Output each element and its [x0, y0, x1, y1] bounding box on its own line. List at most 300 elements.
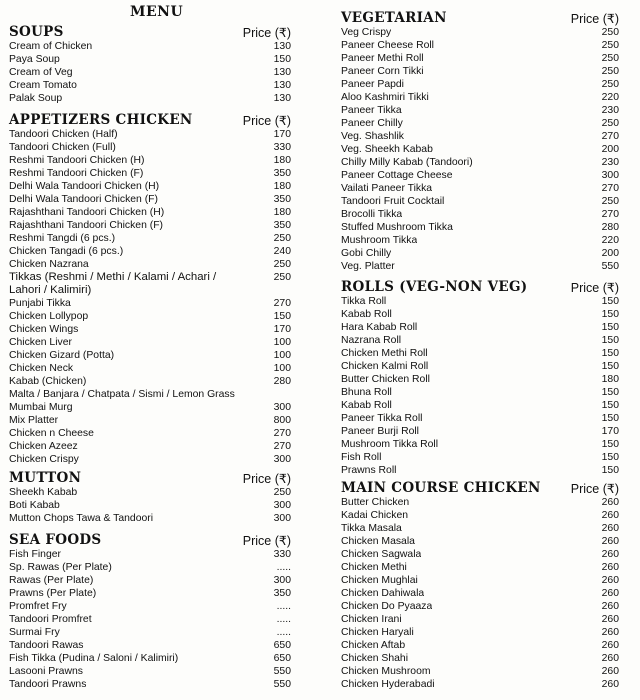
- menu-item-name: Chicken Azeez: [9, 441, 78, 452]
- menu-item: [9, 665, 291, 678]
- menu-item-name: Surmai Fry: [9, 627, 60, 638]
- menu-item-name: Rajashthani Tandoori Chicken (F): [9, 220, 164, 231]
- section-header: [9, 466, 291, 486]
- menu-item-name: Aloo Kashmiri Tikki: [341, 92, 429, 103]
- menu-item-name: Chicken Hyderabadi: [341, 679, 435, 690]
- menu-item: [341, 509, 619, 522]
- menu-item-name: Reshmi Tandoori Chicken (F): [9, 168, 144, 179]
- menu-item-price: 260: [601, 562, 619, 573]
- menu-item: [9, 512, 291, 525]
- menu-item: [341, 260, 619, 273]
- menu-item: [341, 295, 619, 308]
- menu-item: [9, 453, 291, 466]
- menu-item-name: Hara Kabab Roll: [341, 322, 418, 333]
- menu-item: [341, 26, 619, 39]
- menu-item-name: Chicken Tangadi (6 pcs.): [9, 246, 124, 257]
- menu-item-price: 250: [601, 66, 619, 77]
- menu-item: [9, 587, 291, 600]
- menu-item-name: Veg. Platter: [341, 261, 395, 272]
- menu-item: [9, 297, 291, 310]
- menu-item-name: Tandoori Chicken (Full): [9, 142, 116, 153]
- menu-item: [9, 639, 291, 652]
- menu-item-price: 170: [601, 426, 619, 437]
- menu-item-price: 350: [273, 168, 291, 179]
- menu-item-price: 250: [601, 79, 619, 90]
- menu-item-price: 180: [273, 155, 291, 166]
- menu-item-name: Chicken Dahiwala: [341, 588, 425, 599]
- menu-item: [9, 180, 291, 193]
- menu-item-name: Tandoori Promfret: [9, 614, 92, 625]
- menu-item-name: Boti Kabab: [9, 500, 60, 511]
- menu-item-name: Chilly Milly Kabab (Tandoori): [341, 157, 473, 168]
- menu-item-name: Rajashthani Tandoori Chicken (H): [9, 207, 165, 218]
- menu-item-price: 230: [601, 105, 619, 116]
- menu-item-name: Chicken Neck: [9, 363, 74, 374]
- menu-item: [9, 40, 291, 53]
- menu-item-name: Gobi Chilly: [341, 248, 392, 259]
- section-mutton: [9, 466, 291, 525]
- menu-item: [9, 66, 291, 79]
- menu-item: [341, 574, 619, 587]
- menu-item-name: Fish Finger: [9, 549, 61, 560]
- menu-item-name: Chicken Shahi: [341, 653, 409, 664]
- menu-item-price: 150: [601, 309, 619, 320]
- menu-item-price: 220: [601, 235, 619, 246]
- menu-item-price: 270: [601, 183, 619, 194]
- section-main-course-chicken: [341, 476, 619, 691]
- price-column-header: Price (₹): [570, 12, 619, 26]
- menu-item: [9, 336, 291, 349]
- menu-item: [341, 221, 619, 234]
- menu-item: [341, 143, 619, 156]
- menu-item-price: 260: [601, 679, 619, 690]
- section-header: [9, 20, 291, 40]
- menu-item-name: Cream of Veg: [9, 67, 73, 78]
- menu-item: [9, 362, 291, 375]
- menu-item-name: Chicken Liver: [9, 337, 72, 348]
- menu-item-name: Chicken n Cheese: [9, 428, 94, 439]
- menu-item: [341, 234, 619, 247]
- menu-item: [9, 652, 291, 665]
- menu-item: [9, 323, 291, 336]
- menu-item: [9, 92, 291, 105]
- menu-item-name: Chicken Sagwala: [341, 549, 422, 560]
- menu-item: [341, 548, 619, 561]
- section-vegetarian: [341, 6, 619, 273]
- price-column-header: Price (₹): [242, 26, 291, 40]
- menu-item-price: 260: [601, 497, 619, 508]
- menu-item-price: 550: [273, 679, 291, 690]
- menu-item: [341, 678, 619, 691]
- menu-item-name: Tikka Roll: [341, 296, 387, 307]
- menu-item-price: 250: [273, 272, 291, 283]
- menu-item-price: 350: [273, 588, 291, 599]
- menu-item: [341, 652, 619, 665]
- menu-item: [341, 78, 619, 91]
- menu-item: [341, 522, 619, 535]
- menu-item-name: Cream Tomato: [9, 80, 77, 91]
- menu-item-price: 270: [273, 428, 291, 439]
- menu-item: [9, 167, 291, 180]
- menu-item-price: 150: [601, 296, 619, 307]
- menu-item: [9, 349, 291, 362]
- menu-item: [9, 271, 291, 297]
- menu-item-name: Paneer Papdi: [341, 79, 404, 90]
- menu-title: MENU: [130, 4, 184, 20]
- menu-item: [341, 399, 619, 412]
- menu-item-price: 150: [601, 361, 619, 372]
- menu-item-price: 220: [601, 92, 619, 103]
- menu-item-price: 150: [601, 400, 619, 411]
- menu-item-price: 100: [273, 363, 291, 374]
- menu-item: [341, 182, 619, 195]
- menu-item: [9, 206, 291, 219]
- menu-item-name: Chicken Wings: [9, 324, 79, 335]
- menu-item: [341, 386, 619, 399]
- menu-item-price: 100: [273, 337, 291, 348]
- menu-item: [341, 208, 619, 221]
- menu-item-price: 200: [601, 248, 619, 259]
- menu-item-name: Kabab (Chicken): [9, 376, 87, 387]
- menu-item-price: 330: [273, 142, 291, 153]
- menu-item-price: 180: [601, 374, 619, 385]
- menu-item-price: 250: [601, 27, 619, 38]
- menu-item: [341, 39, 619, 52]
- section-title: MAIN COURSE CHICKEN: [341, 480, 541, 496]
- menu-item: [341, 412, 619, 425]
- menu-item-name: Fish Roll: [341, 452, 382, 463]
- menu-item-name: Delhi Wala Tandoori Chicken (H): [9, 181, 160, 192]
- menu-item: [341, 587, 619, 600]
- menu-item-name: Brocolli Tikka: [341, 209, 403, 220]
- menu-item-price: .....: [276, 601, 291, 612]
- menu-item: [9, 310, 291, 323]
- section-title: MUTTON: [9, 470, 82, 486]
- menu-item: [9, 600, 291, 613]
- menu-item: [9, 193, 291, 206]
- menu-item: [341, 360, 619, 373]
- section-title: SOUPS: [9, 24, 64, 40]
- menu-item: [341, 169, 619, 182]
- menu-item-name: Cream of Chicken: [9, 41, 93, 52]
- menu-item-name: Bhuna Roll: [341, 387, 392, 398]
- menu-item-price: 260: [601, 627, 619, 638]
- menu-item-price: 300: [273, 402, 291, 413]
- menu-item-name: Paneer Burji Roll: [341, 426, 419, 437]
- menu-item-price: 330: [273, 549, 291, 560]
- menu-item-price: 270: [273, 298, 291, 309]
- menu-item-price: 170: [273, 129, 291, 140]
- menu-item-price: 130: [273, 41, 291, 52]
- menu-item: [341, 665, 619, 678]
- menu-item: [341, 308, 619, 321]
- menu-item-name: Chicken Methi: [341, 562, 407, 573]
- menu-item-price: 260: [601, 601, 619, 612]
- menu-item: [9, 128, 291, 141]
- menu-item: [341, 626, 619, 639]
- menu-item-name: Paya Soup: [9, 54, 60, 65]
- menu-item-name: Tikkas (Reshmi / Methi / Kalami / Achari / Lahori / Kalimiri): [9, 271, 217, 296]
- menu-item: [341, 373, 619, 386]
- menu-item: [9, 245, 291, 258]
- menu-item: [9, 401, 291, 414]
- menu-item: [9, 427, 291, 440]
- menu-item-price: 250: [601, 53, 619, 64]
- menu-item-name: Stuffed Mushroom Tikka: [341, 222, 453, 233]
- menu-item: [9, 548, 291, 561]
- menu-item-price: 150: [601, 322, 619, 333]
- menu-item-name: Chicken Do Pyaaza: [341, 601, 433, 612]
- menu-item: [9, 574, 291, 587]
- menu-item-price: 270: [601, 131, 619, 142]
- menu-item-name: Veg Crispy: [341, 27, 392, 38]
- menu-item-price: 200: [601, 144, 619, 155]
- menu-item-name: Reshmi Tangdi (6 pcs.): [9, 233, 116, 244]
- menu-item-price: 250: [601, 40, 619, 51]
- menu-item-price: 150: [601, 348, 619, 359]
- menu-item: [341, 347, 619, 360]
- menu-item: [341, 425, 619, 438]
- menu-item-name: Tandoori Fruit Cocktail: [341, 196, 445, 207]
- menu-item-price: 180: [273, 207, 291, 218]
- menu-item-price: 150: [273, 311, 291, 322]
- price-column-header: Price (₹): [242, 472, 291, 486]
- section-appetizers-chicken: [9, 108, 291, 466]
- menu-item-price: 650: [273, 640, 291, 651]
- menu-item-price: 170: [273, 324, 291, 335]
- menu-item-name: Butter Chicken Roll: [341, 374, 430, 385]
- menu-item-name: Sheekh Kabab: [9, 487, 78, 498]
- menu-item-name: Lasooni Prawns: [9, 666, 83, 677]
- menu-item: [341, 321, 619, 334]
- menu-item-name: Tandoori Chicken (Half): [9, 129, 118, 140]
- menu-item: [9, 219, 291, 232]
- menu-item: [9, 258, 291, 271]
- menu-item: [341, 639, 619, 652]
- section-title: VEGETARIAN: [341, 10, 447, 26]
- menu-item-name: Promfret Fry: [9, 601, 67, 612]
- menu-item: [9, 53, 291, 66]
- menu-item: [341, 451, 619, 464]
- menu-item-price: 130: [273, 67, 291, 78]
- section-header: [9, 108, 291, 128]
- menu-item: [341, 130, 619, 143]
- section-header: [341, 275, 619, 295]
- menu-item: [9, 613, 291, 626]
- menu-item-name: Chicken Aftab: [341, 640, 406, 651]
- menu-item-price: 250: [601, 196, 619, 207]
- menu-item-price: 260: [601, 536, 619, 547]
- price-column-header: Price (₹): [570, 281, 619, 295]
- menu-item: [341, 334, 619, 347]
- menu-item: [341, 438, 619, 451]
- menu-item-name: Kadai Chicken: [341, 510, 409, 521]
- menu-item: [341, 104, 619, 117]
- menu-item-price: 150: [601, 335, 619, 346]
- menu-item-price: 150: [601, 452, 619, 463]
- menu-item-price: 250: [273, 487, 291, 498]
- menu-item-name: Fish Tikka (Pudina / Saloni / Kalimiri): [9, 653, 179, 664]
- menu-item-price: .....: [276, 627, 291, 638]
- menu-item: [9, 440, 291, 453]
- menu-item-price: 280: [273, 376, 291, 387]
- menu-item-name: Sp. Rawas (Per Plate): [9, 562, 112, 573]
- section-header: [341, 476, 619, 496]
- menu-item-price: 300: [273, 513, 291, 524]
- menu-item-name: Prawns Roll: [341, 465, 397, 476]
- menu-item-price: 650: [273, 653, 291, 664]
- menu-item: [9, 561, 291, 574]
- menu-item: [9, 414, 291, 427]
- menu-item-price: 240: [273, 246, 291, 257]
- menu-item-price: 300: [273, 575, 291, 586]
- section-header: [341, 6, 619, 26]
- menu-item-name: Chicken Irani: [341, 614, 402, 625]
- menu-item: [341, 247, 619, 260]
- menu-item-price: 260: [601, 523, 619, 534]
- section-soups: [9, 20, 291, 105]
- menu-item-price: 300: [273, 454, 291, 465]
- menu-item: [9, 626, 291, 639]
- menu-item-price: 270: [601, 209, 619, 220]
- menu-item-price: 180: [273, 181, 291, 192]
- menu-item-name: Paneer Tikka: [341, 105, 402, 116]
- menu-item: [341, 561, 619, 574]
- menu-item-price: 150: [601, 439, 619, 450]
- menu-item-name: Mumbai Murg: [9, 402, 73, 413]
- menu-item-price: 280: [601, 222, 619, 233]
- menu-item-name: Chicken Kalmi Roll: [341, 361, 429, 372]
- menu-item: [341, 91, 619, 104]
- menu-item-name: Paneer Cottage Cheese: [341, 170, 453, 181]
- menu-item: [9, 486, 291, 499]
- menu-item-name: Kabab Roll: [341, 309, 392, 320]
- menu-item-name: Butter Chicken: [341, 497, 410, 508]
- menu-item: [341, 195, 619, 208]
- menu-item: [341, 535, 619, 548]
- menu-item-name: Nazrana Roll: [341, 335, 402, 346]
- section-title: ROLLS (VEG-NON VEG): [341, 279, 528, 295]
- section-title: SEA FOODS: [9, 532, 102, 548]
- menu-item-name: Kabab Roll: [341, 400, 392, 411]
- menu-item: [341, 117, 619, 130]
- menu-item: [341, 496, 619, 509]
- menu-item-name: Chicken Mushroom: [341, 666, 431, 677]
- menu-item-price: 300: [601, 170, 619, 181]
- menu-item: [9, 79, 291, 92]
- menu-item-name: Tandoori Prawns: [9, 679, 87, 690]
- menu-item-price: 260: [601, 549, 619, 560]
- menu-item: [9, 678, 291, 691]
- menu-item: [9, 375, 291, 388]
- menu-item-price: 260: [601, 575, 619, 586]
- menu-item-price: 250: [273, 233, 291, 244]
- menu-item: [9, 141, 291, 154]
- menu-item-name: Paneer Chilly: [341, 118, 403, 129]
- menu-item-price: 150: [273, 54, 291, 65]
- section-rolls-veg-non-veg: [341, 275, 619, 477]
- menu-item-name: Prawns (Per Plate): [9, 588, 97, 599]
- menu-item: [9, 232, 291, 245]
- price-column-header: Price (₹): [242, 534, 291, 548]
- menu-item-name: Punjabi Tikka: [9, 298, 71, 309]
- menu-item-name: Chicken Nazrana: [9, 259, 89, 270]
- menu-item-price: 250: [601, 118, 619, 129]
- menu-item-name: Chicken Methi Roll: [341, 348, 428, 359]
- menu-item-name: Mutton Chops Tawa & Tandoori: [9, 513, 154, 524]
- menu-item-name: Mix Platter: [9, 415, 59, 426]
- menu-item-price: 300: [273, 500, 291, 511]
- menu-item-price: .....: [276, 614, 291, 625]
- menu-item-price: 260: [601, 640, 619, 651]
- menu-item-price: 550: [273, 666, 291, 677]
- menu-item-name: Tikka Masala: [341, 523, 402, 534]
- menu-item: [9, 499, 291, 512]
- section-sea-foods: [9, 528, 291, 691]
- menu-item-name: Chicken Mughlai: [341, 575, 418, 586]
- menu-item-price: 150: [601, 465, 619, 476]
- menu-item-name: Chicken Masala: [341, 536, 415, 547]
- menu-item: [341, 52, 619, 65]
- menu-item-name: Delhi Wala Tandoori Chicken (F): [9, 194, 158, 205]
- menu-item-price: 130: [273, 80, 291, 91]
- menu-item-price: 260: [601, 588, 619, 599]
- menu-item-name: Rawas (Per Plate): [9, 575, 94, 586]
- menu-item-name: Tandoori Rawas: [9, 640, 84, 651]
- section-title: APPETIZERS CHICKEN: [9, 112, 193, 128]
- section-header: [9, 528, 291, 548]
- menu-item-name: Malta / Banjara / Chatpata / Sismi / Lemon Grass: [9, 389, 235, 400]
- menu-item-price: 260: [601, 614, 619, 625]
- menu-item-name: Chicken Haryali: [341, 627, 414, 638]
- menu-item-price: 150: [601, 387, 619, 398]
- menu-item-price: 230: [601, 157, 619, 168]
- menu-item-name: Paneer Corn Tikki: [341, 66, 424, 77]
- price-column-header: Price (₹): [570, 482, 619, 496]
- menu-item-name: Paneer Methi Roll: [341, 53, 424, 64]
- menu-item-name: Reshmi Tandoori Chicken (H): [9, 155, 145, 166]
- menu-item-price: 270: [273, 441, 291, 452]
- menu-item: [341, 65, 619, 78]
- menu-item-name: Veg. Shashlik: [341, 131, 404, 142]
- menu-item-price: 250: [273, 259, 291, 270]
- menu-item-price: 800: [273, 415, 291, 426]
- menu-item-price: 260: [601, 653, 619, 664]
- menu-item-price: 100: [273, 350, 291, 361]
- menu-item-price: .....: [276, 562, 291, 573]
- menu-item-name: Palak Soup: [9, 93, 63, 104]
- menu-item-name: Paneer Tikka Roll: [341, 413, 423, 424]
- menu-item: [341, 613, 619, 626]
- menu-item: [9, 154, 291, 167]
- menu-item: [341, 156, 619, 169]
- price-column-header: Price (₹): [242, 114, 291, 128]
- menu-item: [9, 388, 291, 401]
- menu-item-name: Mushroom Tikka Roll: [341, 439, 439, 450]
- menu-item-name: Chicken Gizard (Potta): [9, 350, 115, 361]
- menu-item-name: Chicken Lollypop: [9, 311, 89, 322]
- menu-item-price: 550: [601, 261, 619, 272]
- menu-item-price: 350: [273, 220, 291, 231]
- menu-item-name: Chicken Crispy: [9, 454, 79, 465]
- menu-item-name: Paneer Cheese Roll: [341, 40, 434, 51]
- menu-item: [341, 600, 619, 613]
- menu-item-price: 260: [601, 666, 619, 677]
- menu-item-name: Mushroom Tikka: [341, 235, 418, 246]
- menu-item-name: Vailati Paneer Tikka: [341, 183, 433, 194]
- menu-item-price: 150: [601, 413, 619, 424]
- menu-item-price: 130: [273, 93, 291, 104]
